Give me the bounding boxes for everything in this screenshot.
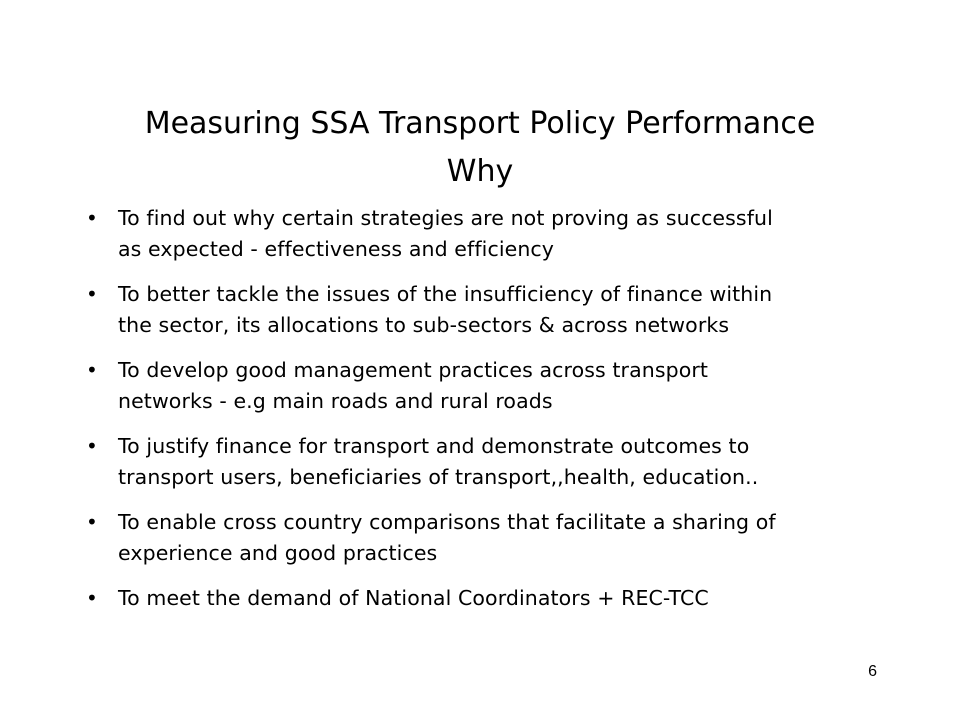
bullet-text-line: as expected - effectiveness and efficiency (118, 237, 555, 261)
slide-title-line: Measuring SSA Transport Policy Performance (144, 106, 816, 142)
bullet-text-line: To justify finance for transport and demonstrate outcomes to (118, 434, 750, 458)
bullet-icon: • (86, 510, 98, 534)
bullet-text-line: To enable cross country comparisons that facilitate a sharing of (118, 510, 776, 534)
bullet-icon: • (86, 586, 98, 610)
bullet-icon: • (86, 282, 98, 306)
bullet-text-line: To better tackle the issues of the insufficiency of finance within (118, 282, 773, 306)
bullet-text-line: To meet the demand of National Coordinators + REC-TCC (118, 586, 709, 610)
bullet-text-line: the sector, its allocations to sub-sectors & across networks (118, 313, 730, 337)
bullet-text-line: transport users, beneficiaries of transport,,health, education.. (118, 465, 759, 489)
slide-title (80, 100, 880, 196)
bullet-icon: • (86, 434, 98, 458)
bullet-item (82, 203, 882, 265)
bullet-text-line: To develop good management practices across transport (118, 358, 709, 382)
bullet-item (82, 507, 882, 569)
bullet-item (82, 431, 882, 493)
bullet-item (82, 583, 882, 614)
bullet-icon: • (86, 358, 98, 382)
slide-title-line: Why (446, 154, 514, 190)
bullet-text-line: networks - e.g main roads and rural roads (118, 389, 553, 413)
bullet-icon: • (86, 206, 98, 230)
bullet-item (82, 279, 882, 341)
bullet-list (82, 203, 882, 628)
bullet-item (82, 355, 882, 417)
page-number: 6 (868, 663, 877, 680)
bullet-text-line: To find out why certain strategies are not proving as successful (118, 206, 773, 230)
bullet-text-line: experience and good practices (118, 541, 438, 565)
